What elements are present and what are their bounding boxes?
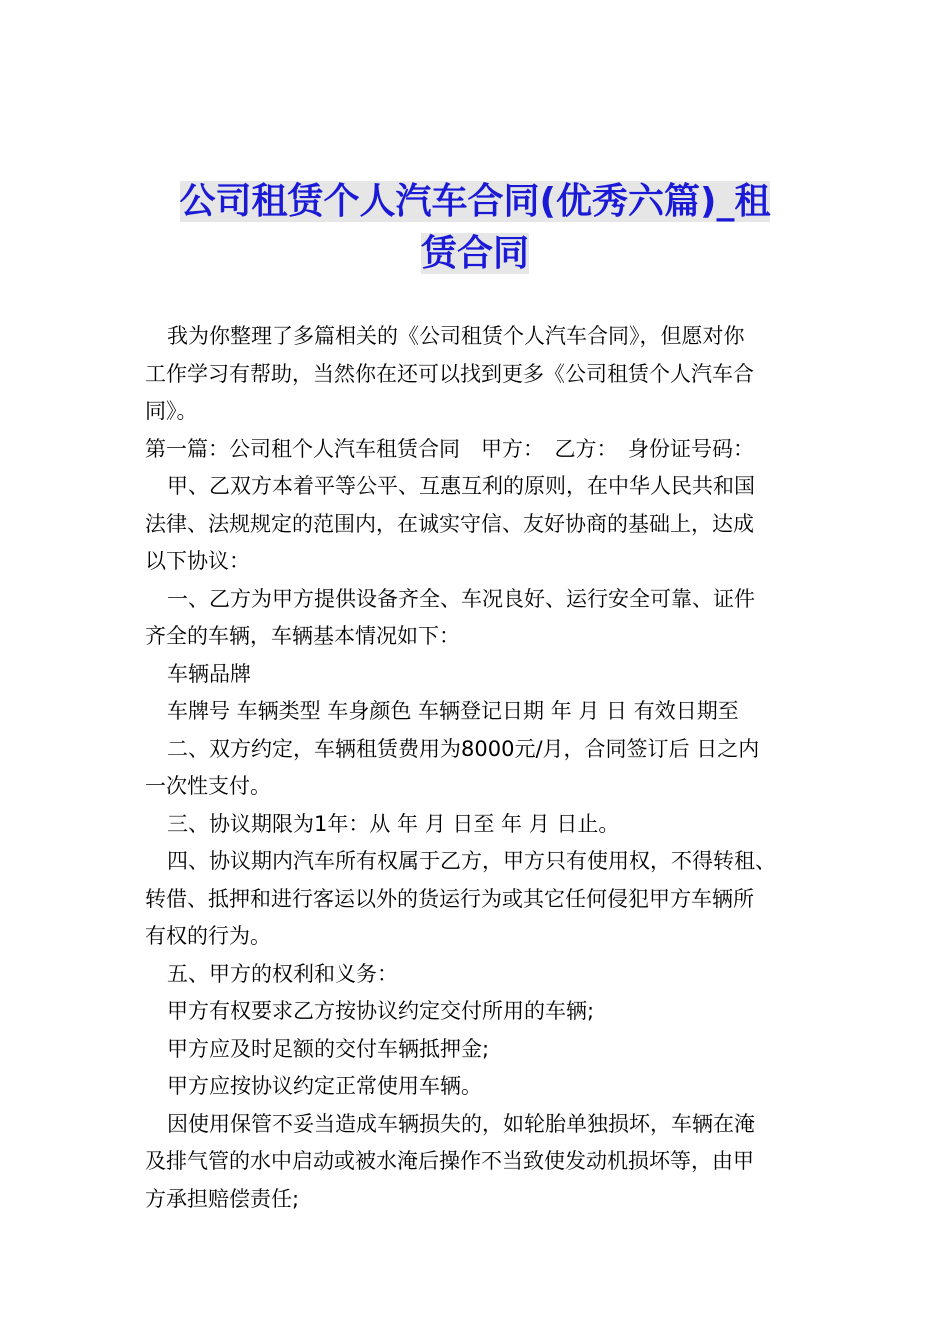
title-line-1: 公司租赁个人汽车合同(优秀六篇)_租	[179, 181, 771, 222]
text-line: 一、乙方为甲方提供设备齐全、车况良好、运行安全可靠、证件	[167, 586, 755, 611]
text-line: 有权的行为。	[145, 924, 271, 948]
text-line: 以下协议：	[145, 549, 250, 573]
text-line: 转借、抵押和进行客运以外的货运行为或其它任何侵犯甲方车辆所	[145, 886, 754, 911]
document-body	[145, 318, 825, 1218]
text-line: 齐全的车辆，车辆基本情况如下：	[145, 624, 460, 648]
text-line: 法律、法规规定的范围内，在诚实守信、友好协商的基础上，达成	[145, 511, 754, 536]
text-line: 同》。	[145, 399, 198, 423]
text-line: 甲方有权要求乙方按协议约定交付所用的车辆;	[167, 999, 595, 1023]
text-line: 三、协议期限为1年：从 年 月 日至 年 月 日止。	[167, 811, 620, 836]
title-line-2: 赁合同	[420, 233, 529, 274]
text-line: 车辆品牌	[167, 661, 251, 686]
text-line: 及排气管的水中启动或被水淹后操作不当致使发动机损坏等，由甲	[145, 1149, 754, 1173]
text-line: 一次性支付。	[145, 774, 271, 798]
text-line: 二、双方约定，车辆租赁费用为8000元/月，合同签订后 日之内	[167, 736, 760, 761]
text-line: 工作学习有帮助，当然你在还可以找到更多《公司租赁个人汽车合	[145, 361, 754, 386]
text-line: 车牌号 车辆类型 车身颜色 车辆登记日期 年 月 日 有效日期至	[167, 699, 739, 723]
text-line: 五、甲方的权利和义务：	[167, 961, 398, 986]
text-line: 四、协议期内汽车所有权属于乙方，甲方只有使用权，不得转租、	[167, 849, 776, 873]
text-line: 方承担赔偿责任;	[145, 1186, 300, 1211]
document-title	[100, 176, 850, 280]
text-line: 甲方应及时足额的交付车辆抵押金;	[167, 1036, 490, 1061]
text-line: 因使用保管不妥当造成车辆损失的，如轮胎单独损坏，车辆在淹	[167, 1111, 755, 1136]
text-line: 甲、乙双方本着平等公平、互惠互利的原则，在中华人民共和国	[167, 474, 755, 498]
text-line: 第一篇：公司租个人汽车租赁合同 甲方： 乙方： 身份证号码：	[145, 436, 754, 461]
text-line: 我为你整理了多篇相关的《公司租赁个人汽车合同》，但愿对你	[167, 324, 745, 348]
text-line: 甲方应按协议约定正常使用车辆。	[167, 1074, 482, 1098]
